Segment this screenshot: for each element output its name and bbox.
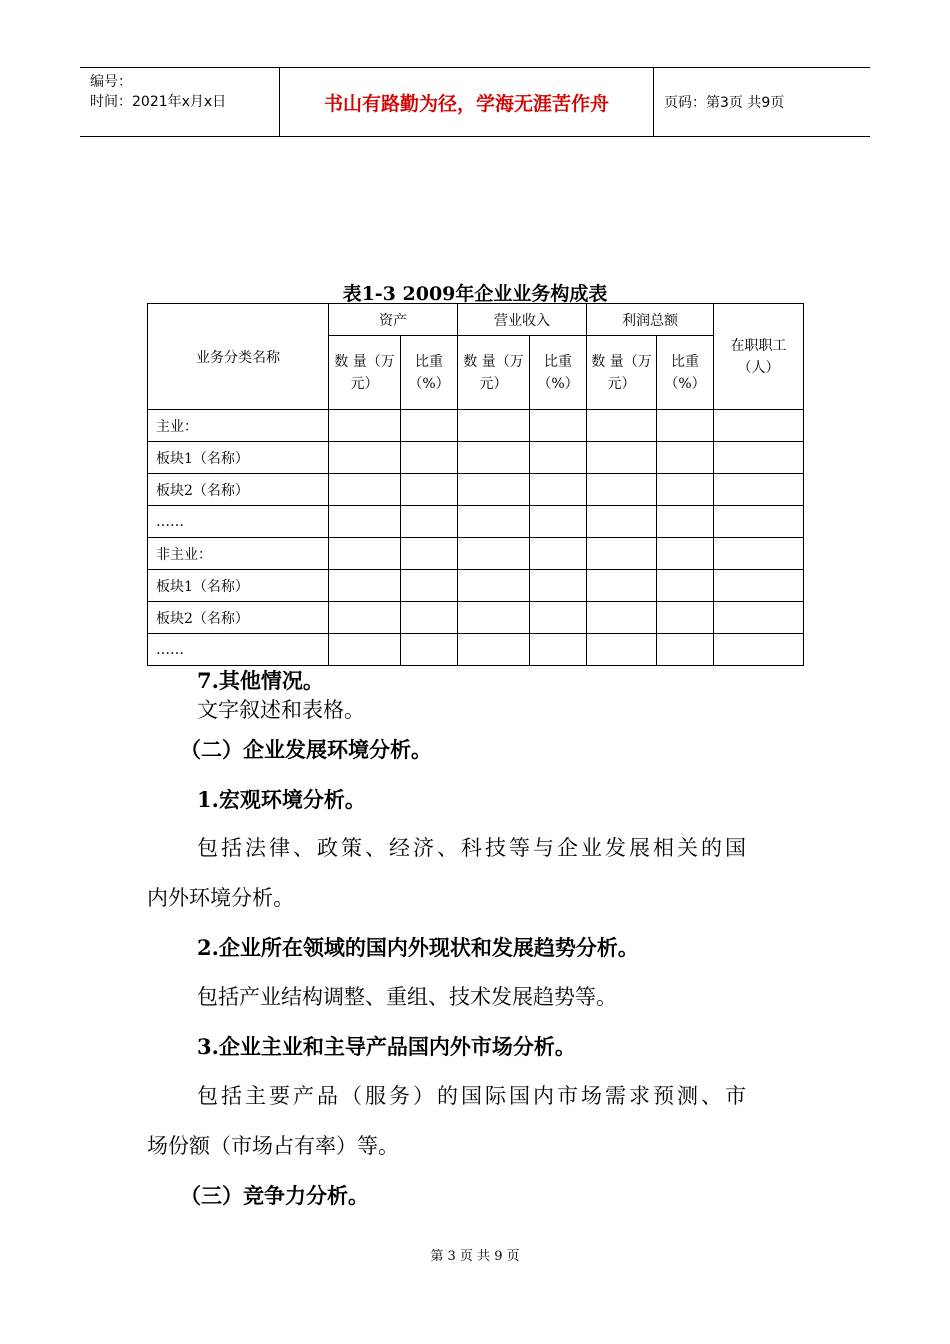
page-header (80, 67, 870, 137)
number-label: 编号： (90, 74, 132, 90)
row-label: 板块1（名称） (148, 442, 329, 474)
header-profit: 利润总额 (587, 304, 714, 336)
heading-macro: 1.宏观环境分析。 (197, 787, 366, 812)
table-row (148, 474, 804, 506)
row-label: 板块2（名称） (148, 474, 329, 506)
row-label: 板块2（名称） (148, 602, 329, 634)
header-ratio: 比重（%） (530, 336, 587, 410)
business-composition-table (147, 303, 804, 666)
page-footer: 第 3 页 共 9 页 (430, 1249, 520, 1264)
para-macro-2: 内外环境分析。 (147, 886, 294, 910)
header-quantity: 数 量（万元） (329, 336, 401, 410)
para-macro-1: 包括法律、政策、经济、科技等与企业发展相关的国 (197, 836, 749, 860)
para-market-1: 包括主要产品（服务）的国际国内市场需求预测、市 (197, 1084, 749, 1108)
time-label: 时间：2021年x月x日 (90, 94, 227, 110)
table-row (148, 506, 804, 538)
row-label: …… (148, 634, 329, 666)
section-environment: （二）企业发展环境分析。 (180, 737, 432, 762)
row-label: 非主业： (148, 538, 329, 570)
para-field: 包括产业结构调整、重组、技术发展趋势等。 (197, 985, 617, 1009)
table-row (148, 442, 804, 474)
heading-field: 2.企业所在领域的国内外现状和发展趋势分析。 (197, 935, 639, 960)
header-quantity: 数 量（万元） (458, 336, 530, 410)
header-assets: 资产 (329, 304, 458, 336)
section-competitiveness: （三）竞争力分析。 (180, 1183, 369, 1208)
row-label: 主业： (148, 410, 329, 442)
para-market-2: 场份额（市场占有率）等。 (147, 1134, 399, 1158)
header-revenue: 营业收入 (458, 304, 587, 336)
row-label: 板块1（名称） (148, 570, 329, 602)
table-row (148, 634, 804, 666)
header-motto-cell (280, 68, 654, 136)
table-row (148, 570, 804, 602)
header-ratio: 比重（%） (657, 336, 714, 410)
heading-other: 7.其他情况。 (197, 668, 324, 693)
header-meta (80, 68, 280, 136)
table-row (148, 602, 804, 634)
table-row (148, 538, 804, 570)
table-title: 表1-3 2009年企业业务构成表 (342, 283, 608, 305)
header-motto: 书山有路勤为径，学海无涯苦作舟 (323, 92, 609, 115)
table-row (148, 410, 804, 442)
header-ratio: 比重（%） (401, 336, 458, 410)
header-quantity: 数 量（万元） (587, 336, 657, 410)
row-label: …… (148, 506, 329, 538)
header-page-info: 页码：第3页 共9页 (664, 95, 785, 111)
header-category: 业务分类名称 (148, 304, 329, 410)
header-staff: 在职职工（人） (714, 304, 804, 410)
para-other: 文字叙述和表格。 (197, 698, 365, 722)
heading-market: 3.企业主业和主导产品国内外市场分析。 (197, 1034, 576, 1059)
